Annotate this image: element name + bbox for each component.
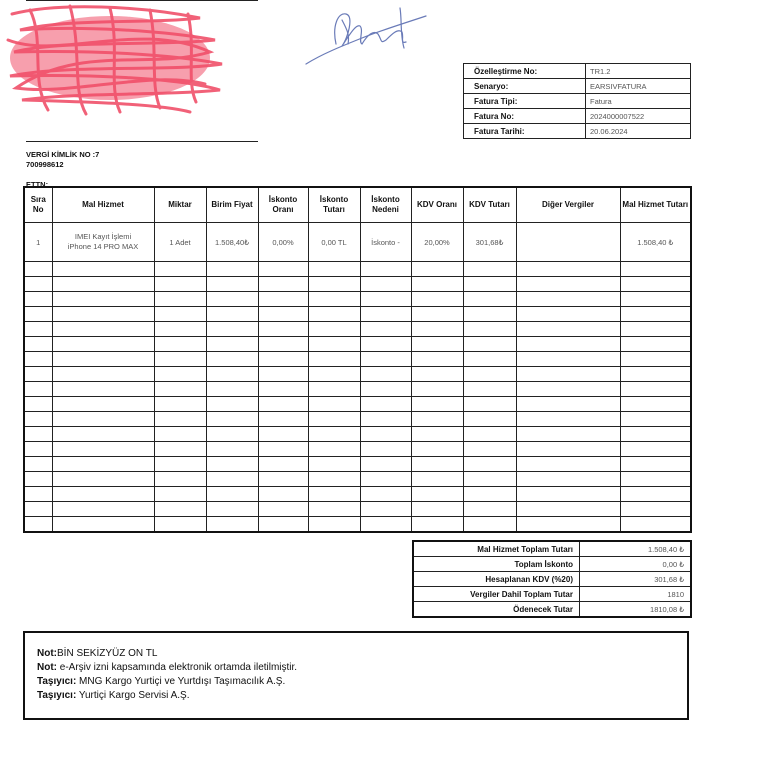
cell-other-taxes — [516, 223, 620, 262]
empty-cell — [463, 472, 516, 487]
empty-cell — [516, 382, 620, 397]
empty-cell — [411, 502, 463, 517]
empty-cell — [411, 457, 463, 472]
empty-cell — [620, 352, 691, 367]
empty-cell — [463, 352, 516, 367]
empty-cell — [620, 517, 691, 533]
empty-cell — [308, 322, 360, 337]
seller-tax-id — [26, 150, 99, 170]
empty-cell — [52, 337, 154, 352]
info-value: TR1.2 — [586, 64, 691, 79]
empty-cell — [411, 322, 463, 337]
empty-row — [24, 457, 691, 472]
empty-cell — [360, 337, 411, 352]
column-header: Miktar — [154, 187, 206, 223]
empty-cell — [24, 412, 52, 427]
empty-cell — [258, 382, 308, 397]
empty-cell — [52, 367, 154, 382]
totals-row — [413, 602, 691, 618]
empty-cell — [154, 352, 206, 367]
note-label: Taşıyıcı: — [37, 690, 77, 701]
empty-cell — [411, 382, 463, 397]
empty-cell — [360, 472, 411, 487]
empty-cell — [154, 397, 206, 412]
empty-cell — [258, 277, 308, 292]
empty-cell — [258, 457, 308, 472]
empty-cell — [52, 397, 154, 412]
empty-cell — [258, 337, 308, 352]
empty-cell — [308, 502, 360, 517]
cell-vat-amount: 301,68₺ — [463, 223, 516, 262]
empty-cell — [258, 322, 308, 337]
empty-cell — [411, 277, 463, 292]
empty-cell — [206, 322, 258, 337]
empty-cell — [463, 322, 516, 337]
empty-cell — [360, 442, 411, 457]
empty-cell — [308, 382, 360, 397]
cell-name — [52, 223, 154, 262]
empty-cell — [463, 457, 516, 472]
empty-cell — [463, 517, 516, 533]
totals-label: Ödenecek Tutar — [413, 602, 580, 618]
empty-cell — [360, 367, 411, 382]
empty-cell — [206, 457, 258, 472]
seller-bottom-rule — [26, 141, 258, 142]
empty-cell — [206, 307, 258, 322]
empty-cell — [24, 502, 52, 517]
empty-cell — [258, 427, 308, 442]
totals-row — [413, 572, 691, 587]
empty-cell — [206, 412, 258, 427]
empty-cell — [463, 427, 516, 442]
empty-cell — [24, 337, 52, 352]
note-label: Taşıyıcı: — [37, 676, 77, 687]
item-name: IMEI Kayıt İşlemi — [74, 232, 132, 241]
totals-value: 301,68 ₺ — [580, 572, 692, 587]
info-label: Fatura Tarihi: — [464, 124, 586, 139]
empty-row — [24, 412, 691, 427]
info-row — [464, 124, 691, 139]
empty-cell — [52, 502, 154, 517]
empty-cell — [411, 472, 463, 487]
note-text: MNG Kargo Yurtiçi ve Yurtdışı Taşımacılık A.Ş. — [76, 676, 286, 687]
empty-cell — [411, 307, 463, 322]
empty-row — [24, 262, 691, 277]
empty-cell — [463, 382, 516, 397]
empty-cell — [258, 472, 308, 487]
column-header: İskonto Oranı — [258, 187, 308, 223]
invoice-info-table — [463, 63, 691, 139]
empty-cell — [463, 262, 516, 277]
empty-row — [24, 352, 691, 367]
empty-cell — [154, 472, 206, 487]
note-line — [37, 689, 675, 703]
empty-cell — [360, 307, 411, 322]
empty-cell — [620, 472, 691, 487]
totals-table — [412, 540, 692, 618]
empty-cell — [52, 412, 154, 427]
table-row — [24, 223, 691, 262]
empty-cell — [154, 382, 206, 397]
empty-cell — [308, 337, 360, 352]
empty-cell — [620, 307, 691, 322]
empty-cell — [360, 352, 411, 367]
empty-cell — [154, 277, 206, 292]
empty-cell — [411, 337, 463, 352]
empty-cell — [258, 442, 308, 457]
column-header: Mal Hizmet — [52, 187, 154, 223]
empty-cell — [206, 337, 258, 352]
empty-cell — [154, 262, 206, 277]
empty-cell — [463, 502, 516, 517]
empty-cell — [154, 307, 206, 322]
empty-cell — [620, 502, 691, 517]
empty-cell — [620, 277, 691, 292]
empty-cell — [206, 442, 258, 457]
empty-cell — [463, 397, 516, 412]
note-line — [37, 661, 675, 675]
empty-cell — [411, 292, 463, 307]
totals-row — [413, 541, 691, 557]
empty-cell — [516, 262, 620, 277]
empty-row — [24, 517, 691, 533]
column-header: Birim Fiyat — [206, 187, 258, 223]
empty-cell — [52, 382, 154, 397]
empty-cell — [258, 292, 308, 307]
empty-cell — [52, 517, 154, 533]
empty-cell — [516, 277, 620, 292]
empty-cell — [360, 322, 411, 337]
empty-cell — [360, 292, 411, 307]
column-header: Mal Hizmet Tutarı — [620, 187, 691, 223]
totals-value: 1810,08 ₺ — [580, 602, 692, 618]
column-header: İskonto Tutarı — [308, 187, 360, 223]
empty-cell — [154, 292, 206, 307]
empty-row — [24, 487, 691, 502]
empty-cell — [258, 307, 308, 322]
empty-cell — [206, 427, 258, 442]
empty-cell — [516, 442, 620, 457]
empty-cell — [620, 442, 691, 457]
empty-row — [24, 502, 691, 517]
totals-value: 1.508,40 ₺ — [580, 541, 692, 557]
empty-cell — [516, 427, 620, 442]
notes-box — [23, 631, 689, 720]
empty-cell — [411, 427, 463, 442]
empty-cell — [463, 277, 516, 292]
totals-label: Vergiler Dahil Toplam Tutar — [413, 587, 580, 602]
empty-row — [24, 427, 691, 442]
empty-cell — [411, 397, 463, 412]
empty-cell — [360, 412, 411, 427]
note-text: BİN SEKİZYÜZ ON TL — [57, 648, 158, 659]
empty-cell — [360, 277, 411, 292]
ettn-label: ETTN: — [26, 180, 49, 189]
tax-id-value: 700998612 — [26, 160, 64, 169]
empty-cell — [24, 472, 52, 487]
info-value: 2024000007522 — [586, 109, 691, 124]
empty-cell — [516, 322, 620, 337]
info-label: Fatura No: — [464, 109, 586, 124]
signature — [302, 4, 432, 70]
totals-label: Hesaplanan KDV (%20) — [413, 572, 580, 587]
empty-cell — [620, 427, 691, 442]
note-text: e-Arşiv izni kapsamında elektronik ortamda iletilmiştir. — [57, 662, 298, 673]
empty-row — [24, 472, 691, 487]
empty-cell — [258, 517, 308, 533]
note-label: Not: — [37, 648, 57, 659]
empty-row — [24, 277, 691, 292]
empty-cell — [360, 427, 411, 442]
empty-cell — [308, 427, 360, 442]
empty-cell — [154, 337, 206, 352]
empty-cell — [463, 412, 516, 427]
empty-cell — [308, 307, 360, 322]
empty-cell — [411, 442, 463, 457]
empty-row — [24, 397, 691, 412]
empty-cell — [52, 487, 154, 502]
empty-cell — [308, 412, 360, 427]
info-value: EARSIVFATURA — [586, 79, 691, 94]
empty-cell — [463, 487, 516, 502]
empty-cell — [516, 517, 620, 533]
empty-cell — [516, 502, 620, 517]
empty-cell — [154, 502, 206, 517]
cell-qty: 1 Adet — [154, 223, 206, 262]
cell-line-total: 1.508,40 ₺ — [620, 223, 691, 262]
empty-cell — [516, 337, 620, 352]
totals-label: Toplam İskonto — [413, 557, 580, 572]
info-value: 20.06.2024 — [586, 124, 691, 139]
empty-cell — [206, 517, 258, 533]
empty-cell — [360, 502, 411, 517]
empty-cell — [206, 262, 258, 277]
empty-cell — [360, 397, 411, 412]
header-top-rule — [26, 0, 258, 1]
empty-cell — [24, 457, 52, 472]
empty-cell — [258, 487, 308, 502]
item-model: iPhone 14 PRO MAX — [67, 242, 139, 251]
empty-cell — [24, 367, 52, 382]
empty-cell — [206, 502, 258, 517]
cell-unit-price: 1.508,40₺ — [206, 223, 258, 262]
empty-cell — [154, 322, 206, 337]
column-header: KDV Oranı — [411, 187, 463, 223]
empty-row — [24, 292, 691, 307]
empty-cell — [24, 262, 52, 277]
empty-cell — [154, 427, 206, 442]
totals-row — [413, 557, 691, 572]
empty-cell — [308, 277, 360, 292]
empty-cell — [411, 262, 463, 277]
empty-cell — [516, 397, 620, 412]
info-row — [464, 79, 691, 94]
empty-cell — [411, 487, 463, 502]
empty-row — [24, 442, 691, 457]
empty-cell — [24, 382, 52, 397]
empty-cell — [154, 487, 206, 502]
empty-cell — [258, 502, 308, 517]
empty-cell — [463, 307, 516, 322]
empty-cell — [206, 292, 258, 307]
empty-cell — [463, 337, 516, 352]
tax-id-label: VERGİ KİMLİK NO :7 — [26, 150, 100, 159]
empty-cell — [154, 442, 206, 457]
info-label: Özelleştirme No: — [464, 64, 586, 79]
info-label: Fatura Tipi: — [464, 94, 586, 109]
empty-cell — [308, 367, 360, 382]
cell-vat-rate: 20,00% — [411, 223, 463, 262]
totals-value: 0,00 ₺ — [580, 557, 692, 572]
info-label: Senaryo: — [464, 79, 586, 94]
info-row — [464, 109, 691, 124]
empty-cell — [24, 292, 52, 307]
empty-cell — [516, 292, 620, 307]
empty-cell — [154, 412, 206, 427]
empty-cell — [24, 487, 52, 502]
info-value: Fatura — [586, 94, 691, 109]
empty-cell — [258, 412, 308, 427]
empty-cell — [308, 487, 360, 502]
empty-cell — [516, 412, 620, 427]
empty-cell — [620, 412, 691, 427]
empty-cell — [24, 442, 52, 457]
empty-cell — [620, 382, 691, 397]
cell-no: 1 — [24, 223, 52, 262]
column-header: KDV Tutarı — [463, 187, 516, 223]
cell-disc-amount: 0,00 TL — [308, 223, 360, 262]
empty-cell — [360, 262, 411, 277]
empty-cell — [411, 412, 463, 427]
empty-cell — [206, 397, 258, 412]
empty-cell — [516, 307, 620, 322]
empty-cell — [24, 322, 52, 337]
empty-cell — [516, 352, 620, 367]
empty-cell — [52, 307, 154, 322]
column-header: İskonto Nedeni — [360, 187, 411, 223]
empty-cell — [360, 382, 411, 397]
empty-row — [24, 307, 691, 322]
note-line — [37, 675, 675, 689]
empty-cell — [206, 472, 258, 487]
empty-cell — [463, 442, 516, 457]
redaction-scribble — [0, 0, 260, 140]
empty-cell — [24, 352, 52, 367]
empty-cell — [24, 277, 52, 292]
empty-cell — [24, 307, 52, 322]
empty-cell — [206, 277, 258, 292]
empty-cell — [516, 472, 620, 487]
empty-cell — [463, 292, 516, 307]
empty-cell — [24, 397, 52, 412]
empty-cell — [308, 472, 360, 487]
cell-disc-reason: İskonto - — [360, 223, 411, 262]
empty-cell — [52, 352, 154, 367]
empty-cell — [620, 292, 691, 307]
empty-cell — [154, 457, 206, 472]
empty-cell — [52, 442, 154, 457]
invoice-items-table — [23, 186, 692, 533]
empty-cell — [308, 517, 360, 533]
empty-cell — [258, 262, 308, 277]
empty-cell — [463, 367, 516, 382]
totals-value: 1810 — [580, 587, 692, 602]
empty-cell — [52, 472, 154, 487]
empty-cell — [308, 262, 360, 277]
empty-cell — [258, 352, 308, 367]
empty-cell — [620, 487, 691, 502]
empty-cell — [360, 517, 411, 533]
empty-cell — [206, 487, 258, 502]
empty-row — [24, 322, 691, 337]
empty-cell — [620, 322, 691, 337]
note-label: Not: — [37, 662, 57, 673]
empty-cell — [52, 277, 154, 292]
empty-cell — [154, 367, 206, 382]
empty-cell — [620, 367, 691, 382]
column-header: Diğer Vergiler — [516, 187, 620, 223]
empty-cell — [52, 292, 154, 307]
empty-cell — [308, 352, 360, 367]
empty-cell — [620, 262, 691, 277]
empty-cell — [620, 457, 691, 472]
empty-row — [24, 337, 691, 352]
empty-cell — [206, 367, 258, 382]
empty-cell — [516, 457, 620, 472]
empty-cell — [258, 397, 308, 412]
empty-cell — [52, 262, 154, 277]
info-row — [464, 64, 691, 79]
totals-label: Mal Hizmet Toplam Tutarı — [413, 541, 580, 557]
empty-cell — [206, 352, 258, 367]
empty-cell — [308, 442, 360, 457]
note-line — [37, 647, 675, 661]
empty-cell — [411, 517, 463, 533]
empty-cell — [411, 352, 463, 367]
empty-cell — [308, 292, 360, 307]
empty-cell — [620, 397, 691, 412]
empty-cell — [24, 517, 52, 533]
empty-cell — [516, 367, 620, 382]
empty-cell — [206, 382, 258, 397]
empty-cell — [360, 457, 411, 472]
cell-disc-rate: 0,00% — [258, 223, 308, 262]
empty-cell — [154, 517, 206, 533]
empty-cell — [258, 367, 308, 382]
empty-cell — [52, 322, 154, 337]
empty-cell — [516, 487, 620, 502]
empty-cell — [360, 487, 411, 502]
empty-cell — [308, 457, 360, 472]
empty-cell — [52, 457, 154, 472]
empty-cell — [411, 367, 463, 382]
info-row — [464, 94, 691, 109]
empty-row — [24, 367, 691, 382]
column-header: Sıra No — [24, 187, 52, 223]
totals-row — [413, 587, 691, 602]
note-text: Yurtiçi Kargo Servisi A.Ş. — [76, 690, 190, 701]
empty-cell — [24, 427, 52, 442]
empty-row — [24, 382, 691, 397]
empty-cell — [308, 397, 360, 412]
empty-cell — [620, 337, 691, 352]
empty-cell — [52, 427, 154, 442]
